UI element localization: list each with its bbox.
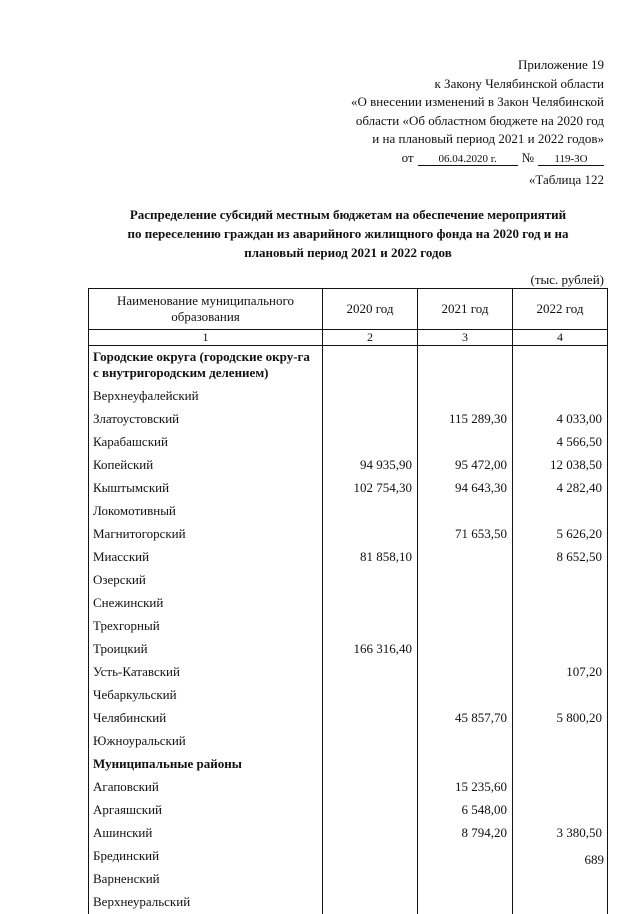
table-reference: «Таблица 122 (529, 172, 604, 188)
municipality-name: Локомотивный (89, 500, 323, 523)
value-2021 (418, 431, 513, 454)
municipality-name: Трехгорный (89, 615, 323, 638)
table-row (89, 385, 608, 408)
table-row (89, 546, 608, 569)
value-2020 (323, 730, 418, 753)
section-title-city-districts: Городские округа (городские окру-га с внутригородским делением) (89, 346, 323, 386)
value-2022 (513, 592, 608, 615)
value-2022 (513, 500, 608, 523)
value-2020 (323, 408, 418, 431)
section-header-row (89, 346, 608, 386)
municipality-name: Аргаяшский (89, 799, 323, 822)
header-2020: 2020 год (323, 289, 418, 330)
table-row (89, 454, 608, 477)
value-2021 (418, 546, 513, 569)
value-2022 (513, 638, 608, 661)
value-2020 (323, 661, 418, 684)
annex-line-1: Приложение 19 (274, 56, 604, 75)
value-2021 (418, 868, 513, 891)
table-row (89, 408, 608, 431)
value-2022: 4 566,50 (513, 431, 608, 454)
value-2021 (418, 891, 513, 914)
municipality-name: Агаповский (89, 776, 323, 799)
value-2021 (418, 661, 513, 684)
table-row (89, 776, 608, 799)
value-2020 (323, 707, 418, 730)
section-header-row (89, 753, 608, 776)
table-row (89, 822, 608, 845)
value-2022 (513, 776, 608, 799)
annex-line-5: и на плановый период 2021 и 2022 годов» (274, 130, 604, 149)
table-row (89, 592, 608, 615)
value-2020 (323, 845, 418, 868)
value-2020 (323, 868, 418, 891)
title-line-1: Распределение субсидий местным бюджетам на обеспечение мероприятий (100, 205, 596, 224)
value-2020 (323, 776, 418, 799)
value-2021 (418, 845, 513, 868)
law-number-value: 119-ЗО (538, 153, 604, 166)
table-body (89, 346, 608, 914)
value-2022: 8 652,50 (513, 546, 608, 569)
value-2020: 94 935,90 (323, 454, 418, 477)
municipality-name: Миасский (89, 546, 323, 569)
value-2022: 4 282,40 (513, 477, 608, 500)
value-2022: 4 033,00 (513, 408, 608, 431)
value-2022 (513, 385, 608, 408)
date-value: 06.04.2020 г. (418, 153, 518, 166)
column-number: 3 (418, 330, 513, 346)
value-2020 (323, 569, 418, 592)
value-2022: 107,20 (513, 661, 608, 684)
table-row (89, 523, 608, 546)
value-2021 (418, 569, 513, 592)
municipality-name: Магнитогорский (89, 523, 323, 546)
value-2020 (323, 523, 418, 546)
page-number: 689 (585, 852, 605, 868)
municipality-name: Ашинский (89, 822, 323, 845)
municipality-name: Кыштымский (89, 477, 323, 500)
value-2020 (323, 500, 418, 523)
value-2022 (513, 868, 608, 891)
table-row (89, 500, 608, 523)
annex-line-3: «О внесении изменений в Закон Челябинской (274, 93, 604, 112)
value-2022 (513, 891, 608, 914)
value-2020: 81 858,10 (323, 546, 418, 569)
municipality-name: Троицкий (89, 638, 323, 661)
value-2020 (323, 822, 418, 845)
municipality-name: Златоустовский (89, 408, 323, 431)
value-2020 (323, 431, 418, 454)
value-2021: 45 857,70 (418, 707, 513, 730)
date-prefix: от (402, 149, 414, 168)
municipality-name: Варненский (89, 868, 323, 891)
value-2021: 94 643,30 (418, 477, 513, 500)
value-2020 (323, 385, 418, 408)
value-2021 (418, 592, 513, 615)
table-row (89, 661, 608, 684)
value-2020 (323, 615, 418, 638)
value-2020 (323, 684, 418, 707)
section-title-municipal-districts: Муниципальные районы (89, 753, 323, 776)
number-prefix: № (522, 149, 534, 168)
municipality-name: Челябинский (89, 707, 323, 730)
table-row (89, 638, 608, 661)
header-2021: 2021 год (418, 289, 513, 330)
column-number: 2 (323, 330, 418, 346)
table-row (89, 431, 608, 454)
value-2021: 95 472,00 (418, 454, 513, 477)
value-2020: 102 754,30 (323, 477, 418, 500)
table-row (89, 569, 608, 592)
annex-date-row (274, 149, 604, 168)
municipality-name: Усть-Катавский (89, 661, 323, 684)
value-2022: 12 038,50 (513, 454, 608, 477)
value-2020 (323, 891, 418, 914)
annex-line-2: к Закону Челябинской области (274, 75, 604, 94)
value-2022 (513, 730, 608, 753)
table-header-row (89, 289, 608, 330)
column-number: 1 (89, 330, 323, 346)
value-2021 (418, 385, 513, 408)
annex-line-4: области «Об областном бюджете на 2020 год (274, 112, 604, 131)
value-2021 (418, 638, 513, 661)
municipality-name: Южноуральский (89, 730, 323, 753)
table-row (89, 707, 608, 730)
value-2022: 5 800,20 (513, 707, 608, 730)
annex-header (274, 56, 604, 167)
table-row (89, 845, 608, 868)
table-row (89, 891, 608, 914)
municipality-name: Верхнеуральский (89, 891, 323, 914)
value-2021 (418, 684, 513, 707)
subsidy-table (88, 288, 608, 914)
table-row (89, 684, 608, 707)
header-name: Наименование муниципального образования (89, 289, 323, 330)
column-number: 4 (513, 330, 608, 346)
value-2021 (418, 730, 513, 753)
document-title (100, 205, 596, 262)
value-2021: 8 794,20 (418, 822, 513, 845)
header-2022: 2022 год (513, 289, 608, 330)
value-2021: 71 653,50 (418, 523, 513, 546)
value-2022 (513, 615, 608, 638)
value-2020 (323, 799, 418, 822)
municipality-name: Копейский (89, 454, 323, 477)
table-row (89, 868, 608, 891)
table-row (89, 477, 608, 500)
column-number-row (89, 330, 608, 346)
value-2021 (418, 615, 513, 638)
value-2021: 6 548,00 (418, 799, 513, 822)
table-row (89, 799, 608, 822)
value-2022 (513, 799, 608, 822)
municipality-name: Верхнеуфалейский (89, 385, 323, 408)
value-2021 (418, 500, 513, 523)
value-2022: 3 380,50 (513, 822, 608, 845)
table-row (89, 730, 608, 753)
municipality-name: Снежинский (89, 592, 323, 615)
value-2022 (513, 684, 608, 707)
municipality-name: Озерский (89, 569, 323, 592)
title-line-3: плановый период 2021 и 2022 годов (100, 243, 596, 262)
value-2021: 15 235,60 (418, 776, 513, 799)
value-2022 (513, 569, 608, 592)
value-2020 (323, 592, 418, 615)
municipality-name: Карабашский (89, 431, 323, 454)
value-2020: 166 316,40 (323, 638, 418, 661)
units-label: (тыс. рублей) (530, 272, 604, 288)
municipality-name: Брединский (89, 845, 323, 868)
title-line-2: по переселению граждан из аварийного жилищного фонда на 2020 год и на (100, 224, 596, 243)
table-row (89, 615, 608, 638)
value-2021: 115 289,30 (418, 408, 513, 431)
municipality-name: Чебаркульский (89, 684, 323, 707)
value-2022: 5 626,20 (513, 523, 608, 546)
